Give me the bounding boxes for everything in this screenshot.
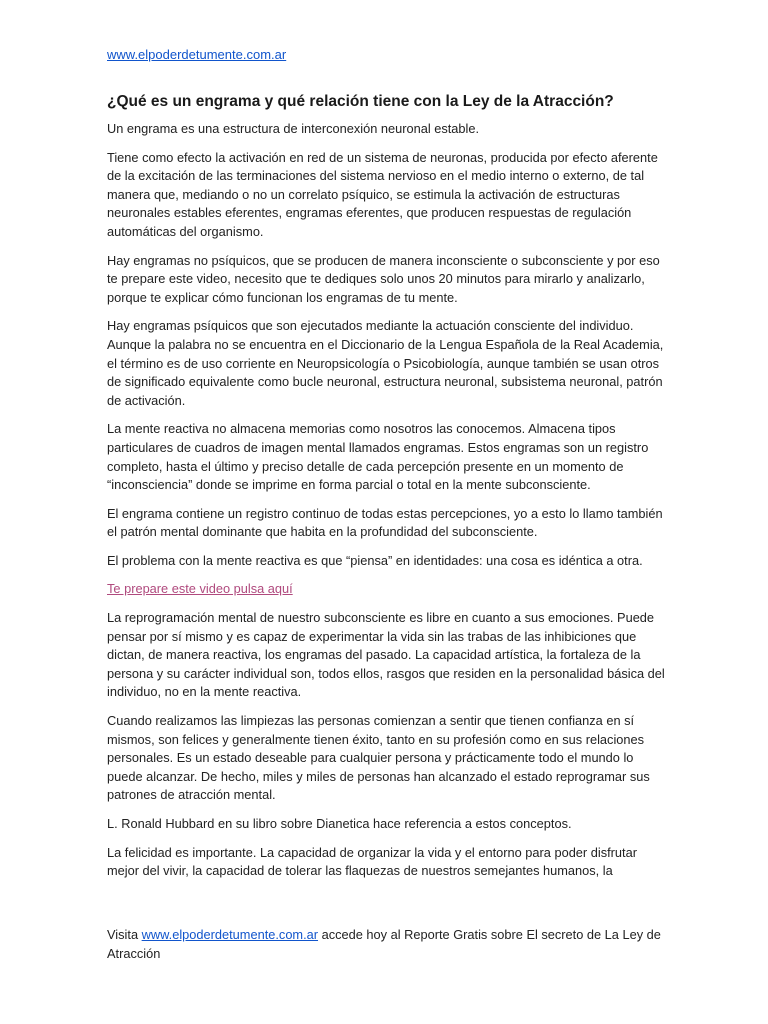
page-footer <box>107 926 667 963</box>
paragraph-9: Cuando realizamos las limpiezas las personas comienzan a sentir que tienen confianza en sí mismos, son felices y generalmente tienen éxito, tanto en su profesión como en sus relaciones personales. Es un estado deseable para cualquier persona y prácticamente todo el mundo lo puede alcanzar. De hecho, miles y miles de personas han alcanzado el estado reprogramar sus patrones de atracción mental. <box>107 713 650 803</box>
paragraph-7: El problema con la mente reactiva es que “piensa” en identidades: una cosa es idéntica a otra. <box>107 552 643 568</box>
video-link[interactable]: Te prepare este video pulsa aquí <box>107 581 293 597</box>
paragraph-1: Un engrama es una estructura de interconexión neuronal estable. <box>107 121 480 136</box>
paragraph-3: Hay engramas no psíquicos, que se producen de manera inconsciente o subconsciente y por eso te prepare este video, necesito que te dediques solo unos 20 minutos para mirarlo y analizarlo, porque te explicar cómo funcionan los engramas de tu mente. <box>107 252 660 305</box>
paragraph-5: La mente reactiva no almacena memorias como nosotros las conocemos. Almacena tipos particulares de cuadros de imagen mental llamados engramas. Estos engramas son un registro completo, hasta el último y preciso detalle de cada percepción presente en un momento de “inconsciencia” donde se imprime en forma parcial o total en la mente subconsciente. <box>107 421 649 493</box>
document-page <box>107 46 667 891</box>
footer-site-link[interactable]: www.elpoderdetumente.com.ar <box>141 927 319 942</box>
paragraph-10: L. Ronald Hubbard en su libro sobre Dianetica hace referencia a estos conceptos. <box>107 816 572 831</box>
article-title: ¿Qué es un engrama y qué relación tiene con la Ley de la Atracción? <box>107 93 614 110</box>
paragraph-2: Tiene como efecto la activación en red de un sistema de neuronas, producida por efecto aferente de la excitación de las terminaciones del sistema nervioso en el medio interno o externo, de tal manera que, mediando o no un correlato psíquico, se estimula la activación de estructuras neuronales estables eferentes, engramas eferentes, que producen respuestas de regulación automáticas del organismo. <box>107 149 658 239</box>
header-site-link[interactable]: www.elpoderdetumente.com.ar <box>107 47 287 62</box>
footer-suffix: accede hoy al Reporte Gratis sobre El secreto de La Ley de Atracción <box>107 927 661 961</box>
paragraph-6: El engrama contiene un registro continuo de todas estas percepciones, yo a esto lo llamo también el patrón mental dominante que habita en la profundidad del subconsciente. <box>107 505 663 540</box>
paragraph-4: Hay engramas psíquicos que son ejecutados mediante la actuación consciente del individuo. Aunque la palabra no se encuentra en el Diccionario de la Lengua Española de la Real Academia, el término es de uso corriente en Neuropsicología o Psicobiología, aunque también se usan otros de significado equivalente como bucle neuronal, estructura neuronal, subsistema neuronal, patrón de activación. <box>107 318 664 408</box>
paragraph-8: La reprogramación mental de nuestro subconsciente es libre en cuanto a sus emociones. Puede pensar por sí mismo y es capaz de experimentar la vida sin las trabas de las inhibiciones que dictan, de manera reactiva, los engramas del pasado. La capacidad artística, la fortaleza de la persona y su carácter individual son, todos ellos, rasgos que residen en la personalidad básica del individuo, no en la mente reactiva. <box>107 610 665 700</box>
paragraph-11: La felicidad es importante. La capacidad de organizar la vida y el entorno para poder disfrutar mejor del vivir, la capacidad de tolerar las flaquezas de nuestros semejantes humanos, la <box>107 844 637 879</box>
footer-prefix: Visita <box>107 927 142 942</box>
